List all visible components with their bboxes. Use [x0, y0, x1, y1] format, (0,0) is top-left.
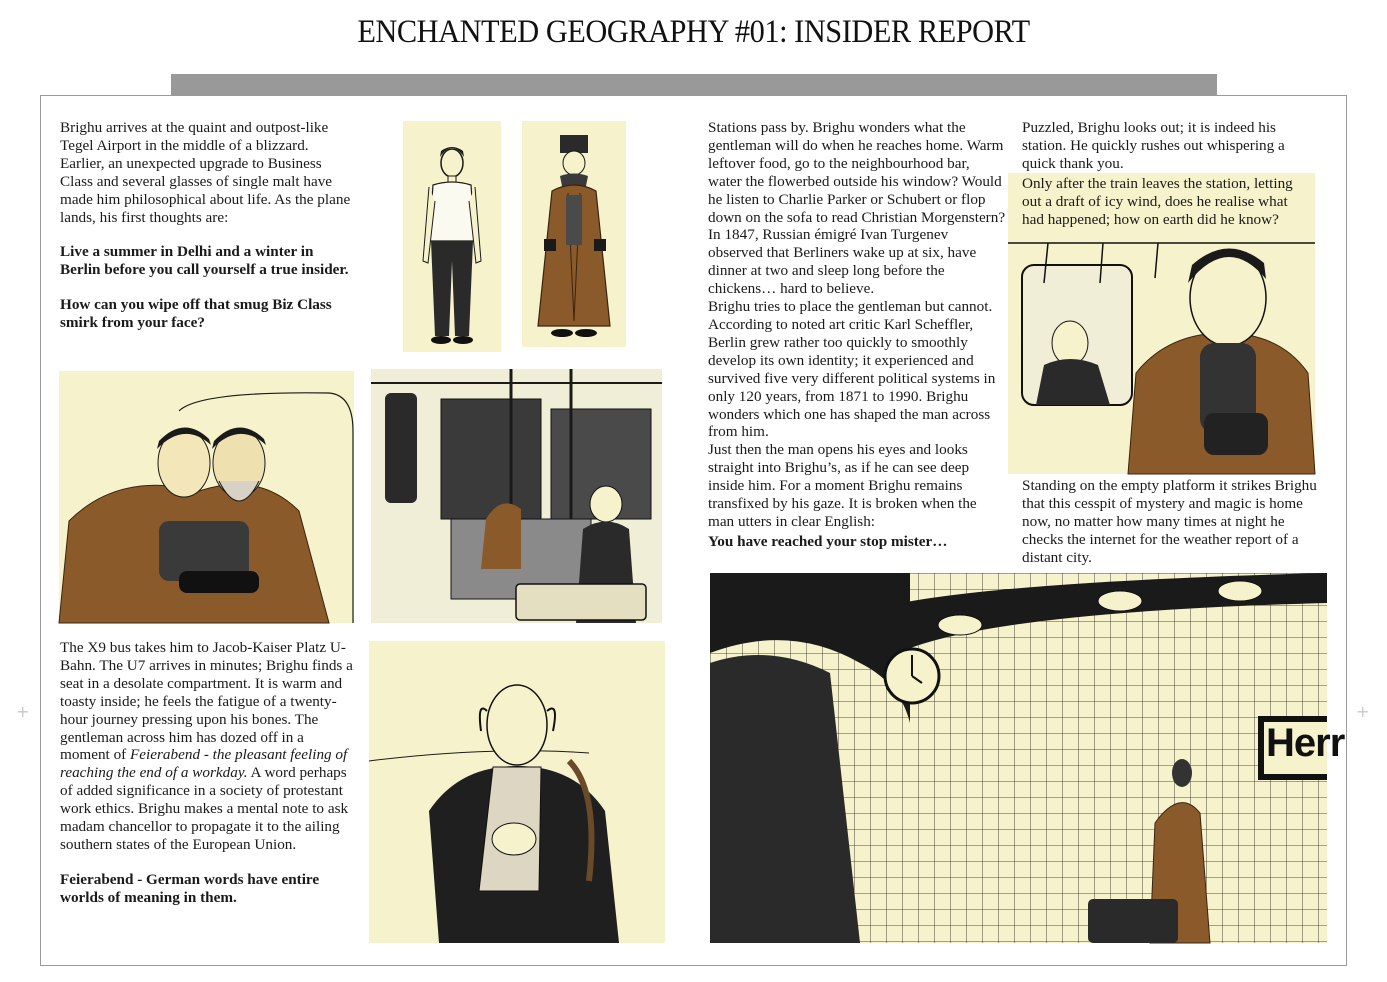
- page-title: ENCHANTED GEOGRAPHY #01: INSIDER REPORT: [357, 14, 1030, 50]
- scheffler-paragraph: Brighu tries to place the gentleman but cannot. According to noted art critic Karl Scheffler, Berlin grew rather too quickly to smoothly develop its own identity; it experienced and survived five very different political systems in only 120 years, from 1871 to 1990. Brighu wonders which one has shaped the man across from him.: [708, 298, 996, 441]
- figure-coat-illustration: [522, 121, 626, 347]
- bold-quote-2: How can you wipe off that smug Biz Class smirk from your face?: [60, 296, 332, 332]
- story-text-start: The X9 bus takes him to Jacob-Kaiser Platz U-Bahn. The U7 arrives in minutes; Brighu finds a seat in a desolate compartment. It is warm and toasty inside; he feels the fatigue of a twenty-hour journey pressing upon his bones. The gentleman across him has dozed off in a moment of: [60, 639, 353, 764]
- intro-paragraph: Brighu arrives at the quaint and outpost-like Tegel Airport in the middle of a blizzard. Earlier, an unexpected upgrade to Business Class and several glasses of single malt have made him philosophical about life. As the plane lands, his first thoughts are:: [60, 119, 351, 226]
- column1-intro-block: [60, 119, 352, 332]
- panel-old-man: [369, 641, 665, 943]
- panel-figure-tshirt: [403, 121, 501, 352]
- bold-quote-3: Feierabend - German words have entire worlds of meaning in them.: [60, 870, 320, 906]
- column4-overlay-text: [1022, 175, 1302, 229]
- train-interior-illustration: [371, 369, 662, 623]
- story-text-end: A word perhaps of added significance in a society of protestant work ethics. Brighu makes a mental note to ask madam chancellor to propagate it to the ailing southern states of the European Union.: [60, 764, 349, 853]
- puzzled-paragraph: Puzzled, Brighu looks out; it is indeed his station. He quickly rushes out whispering a quick thank you.: [1022, 119, 1285, 172]
- column1-story-block: [60, 639, 354, 907]
- bold-quote-1: Live a summer in Delhi and a winter in Berlin before you call yourself a true insider.: [60, 243, 349, 279]
- panel-platform: [710, 573, 1345, 943]
- gaze-paragraph: Just then the man opens his eyes and looks straight into Brighu’s, as if he can see deep inside him. For a moment Brighu remains transfixed by his gaze. It is broken when the man utters in clear English:: [708, 441, 977, 530]
- old-man-illustration: [369, 641, 665, 943]
- panel-train-interior: [371, 369, 662, 623]
- column4-bottom-text: [1022, 477, 1318, 567]
- panel-figure-coat: [522, 121, 626, 347]
- crop-mark-left: +: [16, 702, 30, 721]
- column4-top-text: [1022, 119, 1318, 173]
- column3-text-block: [708, 119, 1006, 551]
- panel-two-figures: [59, 371, 354, 623]
- figure-tshirt-illustration: [403, 121, 501, 352]
- story-paragraph: [60, 639, 354, 854]
- platform-paragraph: Standing on the empty platform it strikes Brighu that this cesspit of mystery and magic is home now, no matter how many times at night he checks the internet for the weather report of a distant city.: [1022, 477, 1317, 566]
- two-figures-illustration: [59, 371, 354, 623]
- station-sign-text: Herr: [1266, 721, 1345, 765]
- stop-quote: You have reached your stop mister…: [708, 532, 948, 550]
- platform-illustration: [710, 573, 1327, 943]
- stations-paragraph: Stations pass by. Brighu wonders what the gentleman will do when he reaches home. Warm leftover food, go to the neighbourhood bar, water the flowerbed outside his window? Would he listen to Charlie Parker or Schubert or flop down on the sofa to read Christian Morgenstern? In 1847, Russian émigré Ivan Turgenev observed that Berliners wake up at six, have dinner at two and sleep long before the chickens… hard to believe.: [708, 119, 1006, 298]
- realisation-paragraph: Only after the train leaves the station, letting out a draft of icy wind, does he realise what had happened; how on earth did he know?: [1022, 175, 1293, 228]
- feierabend-definition: Feierabend - the pleasant feeling of reaching the end of a workday.: [60, 746, 348, 782]
- crop-mark-right: +: [1356, 702, 1370, 721]
- header-bar: [171, 74, 1217, 96]
